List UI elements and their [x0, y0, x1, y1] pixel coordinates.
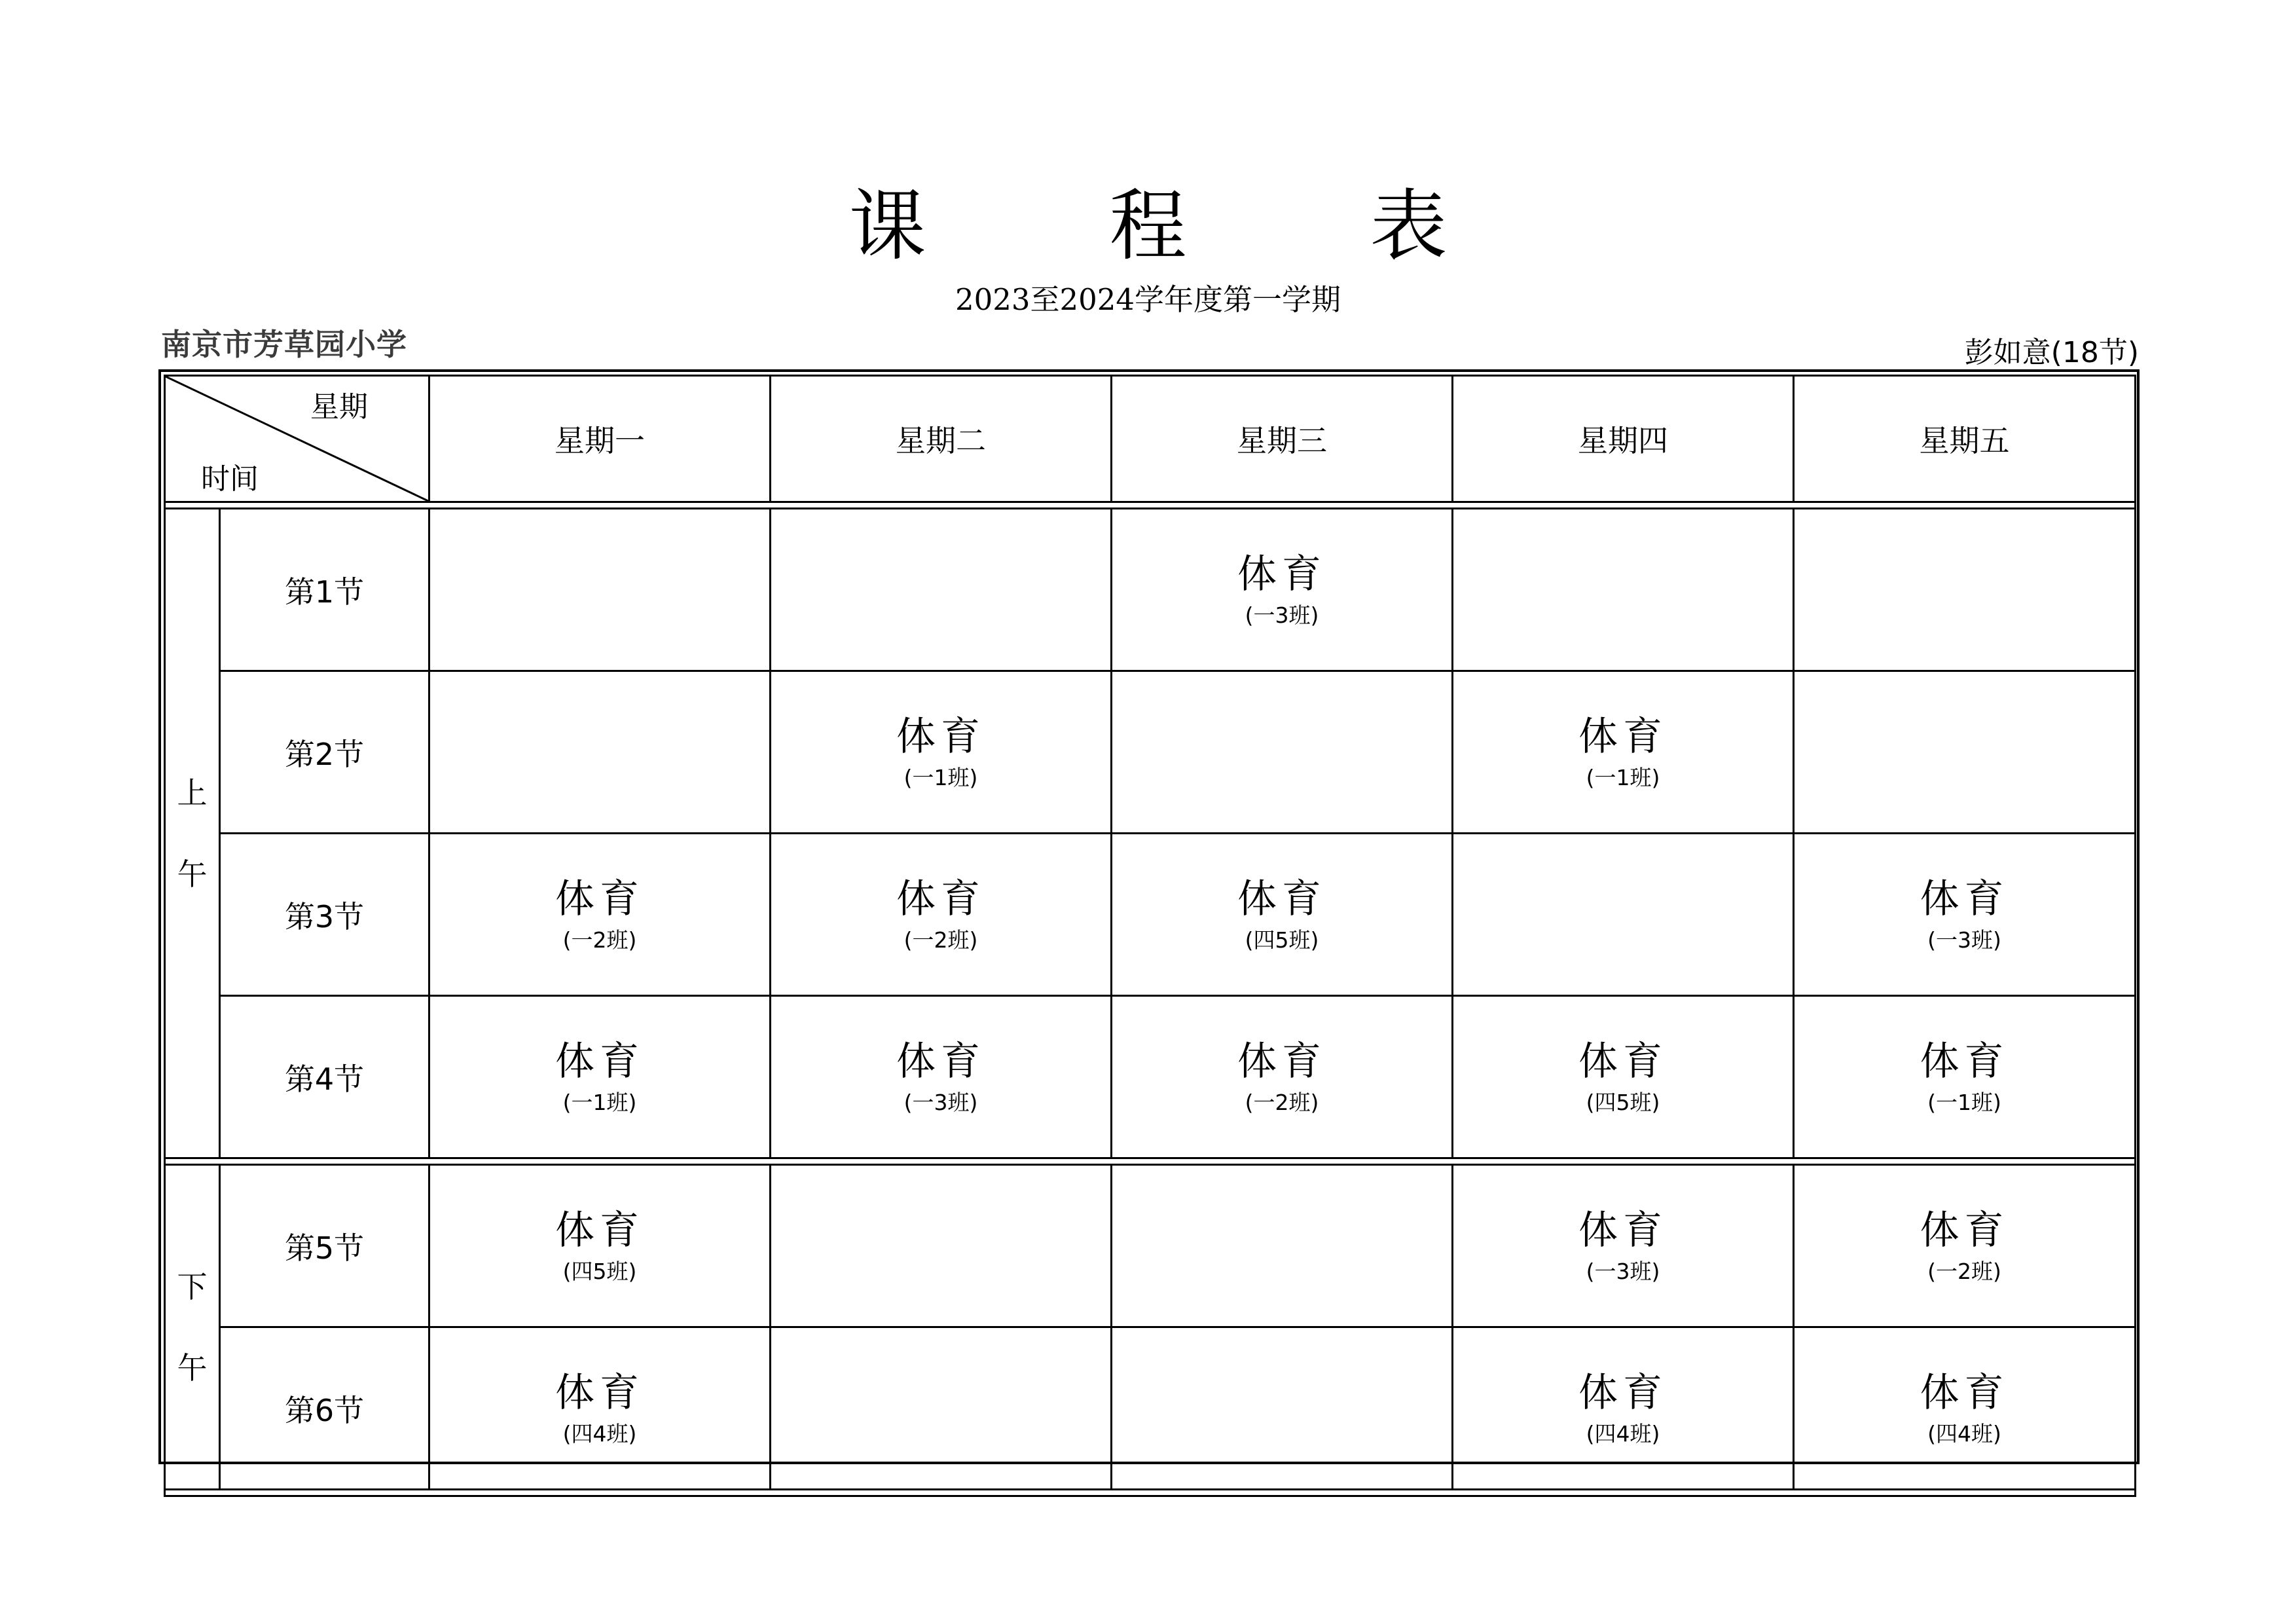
timetable-cell	[1112, 671, 1453, 834]
class-name: (一2班)	[1927, 1258, 2001, 1284]
side-char: 午	[177, 1350, 208, 1386]
period-row	[165, 1327, 2136, 1490]
timetable-cell	[771, 671, 1112, 834]
timetable-cell	[429, 1327, 771, 1490]
timetable-cell	[1453, 1165, 1794, 1327]
subject-name: 体育	[1578, 713, 1667, 760]
timetable-cell	[1794, 1165, 2136, 1327]
corner-time-label: 时间	[201, 462, 259, 496]
timetable-cell	[771, 996, 1112, 1158]
period-row	[165, 509, 2136, 671]
timetable-cell	[429, 834, 771, 996]
subject-name: 体育	[1578, 1369, 1667, 1416]
class-name: (四5班)	[1586, 1089, 1660, 1115]
day-header: 星期二	[771, 376, 1112, 502]
timetable-cell	[1453, 996, 1794, 1158]
corner-cell	[165, 376, 429, 502]
side-char: 上	[177, 775, 208, 811]
school-name: 南京市芳草园小学	[161, 327, 407, 362]
timetable-cell	[771, 1165, 1112, 1327]
page-title	[0, 164, 2296, 275]
morning-label	[165, 509, 220, 1158]
section-separator	[165, 502, 2136, 509]
subject-name: 体育	[1578, 1207, 1667, 1253]
timetable-cell	[1453, 834, 1794, 996]
teacher-name: 彭如意(18节)	[1964, 336, 2139, 369]
subject-name: 体育	[1237, 551, 1326, 597]
subject-name: 体育	[555, 876, 644, 922]
subject-name: 体育	[1920, 1369, 2009, 1416]
separator-cell	[165, 502, 2136, 509]
side-char: 下	[177, 1268, 208, 1304]
timetable-cell	[1112, 1327, 1453, 1490]
day-header: 星期三	[1112, 376, 1453, 502]
subject-name: 体育	[896, 713, 985, 760]
period-label: 第1节	[220, 509, 429, 671]
semester-subtitle: 2023至2024学年度第一学期	[955, 282, 1341, 317]
timetable-cell	[1794, 1327, 2136, 1490]
day-header: 星期四	[1453, 376, 1794, 502]
class-name: (一2班)	[1245, 1089, 1319, 1115]
class-name: (四4班)	[562, 1420, 637, 1447]
subject-name: 体育	[555, 1207, 644, 1253]
class-name: (四5班)	[562, 1258, 637, 1284]
period-row	[165, 834, 2136, 996]
subject-name: 体育	[1920, 876, 2009, 922]
timetable-cell	[1794, 834, 2136, 996]
timetable-cell	[1112, 834, 1453, 996]
timetable-cell	[1794, 671, 2136, 834]
title-char: 课	[848, 181, 926, 271]
period-row	[165, 996, 2136, 1158]
class-name: (四4班)	[1586, 1420, 1660, 1447]
section-separator	[165, 1490, 2136, 1496]
subject-name: 体育	[1920, 1207, 2009, 1253]
period-label: 第3节	[220, 834, 429, 996]
timetable-cell	[1112, 1165, 1453, 1327]
class-name: (四5班)	[1245, 927, 1319, 953]
class-name: (一2班)	[903, 927, 978, 953]
class-name: (四4班)	[1927, 1420, 2001, 1447]
header-row	[165, 376, 2136, 502]
timetable-cell	[1453, 1327, 1794, 1490]
class-name: (一3班)	[1586, 1258, 1660, 1284]
day-header: 星期一	[429, 376, 771, 502]
class-name: (一2班)	[562, 927, 637, 953]
class-name: (一1班)	[1586, 764, 1660, 790]
class-name: (一3班)	[1245, 602, 1319, 628]
section-separator	[165, 1158, 2136, 1165]
timetable-cell	[429, 671, 771, 834]
timetable-cell	[1453, 509, 1794, 671]
class-name: (一1班)	[562, 1089, 637, 1115]
period-label: 第6节	[220, 1327, 429, 1490]
timetable-cell	[1112, 509, 1453, 671]
afternoon-label	[165, 1165, 220, 1490]
period-label: 第2节	[220, 671, 429, 834]
subject-name: 体育	[1920, 1038, 2009, 1084]
timetable-cell	[429, 509, 771, 671]
timetable-cell	[429, 1165, 771, 1327]
timetable-cell	[771, 509, 1112, 671]
period-row	[165, 671, 2136, 834]
day-header: 星期五	[1794, 376, 2136, 502]
subject-name: 体育	[555, 1369, 644, 1416]
period-label: 第5节	[220, 1165, 429, 1327]
title-char: 程	[1109, 181, 1187, 271]
timetable-cell	[429, 996, 771, 1158]
separator-cell	[165, 1490, 2136, 1496]
separator-cell	[165, 1158, 2136, 1165]
class-name: (一1班)	[1927, 1089, 2001, 1115]
timetable-cell	[1453, 671, 1794, 834]
side-char: 午	[177, 856, 208, 892]
class-name: (一3班)	[1927, 927, 2001, 953]
subject-name: 体育	[1237, 876, 1326, 922]
timetable-cell	[771, 1327, 1112, 1490]
class-name: (一3班)	[903, 1089, 978, 1115]
timetable	[164, 375, 2136, 1497]
subject-name: 体育	[896, 1038, 985, 1084]
timetable-cell	[771, 834, 1112, 996]
period-row	[165, 1165, 2136, 1327]
timetable-cell	[1112, 996, 1453, 1158]
timetable-cell	[1794, 996, 2136, 1158]
subject-name: 体育	[896, 876, 985, 922]
period-label: 第4节	[220, 996, 429, 1158]
timetable-cell	[1794, 509, 2136, 671]
subject-name: 体育	[555, 1038, 644, 1084]
subject-name: 体育	[1237, 1038, 1326, 1084]
title-char: 表	[1370, 181, 1448, 271]
class-name: (一1班)	[903, 764, 978, 790]
subject-name: 体育	[1578, 1038, 1667, 1084]
corner-week-label: 星期	[310, 390, 368, 424]
